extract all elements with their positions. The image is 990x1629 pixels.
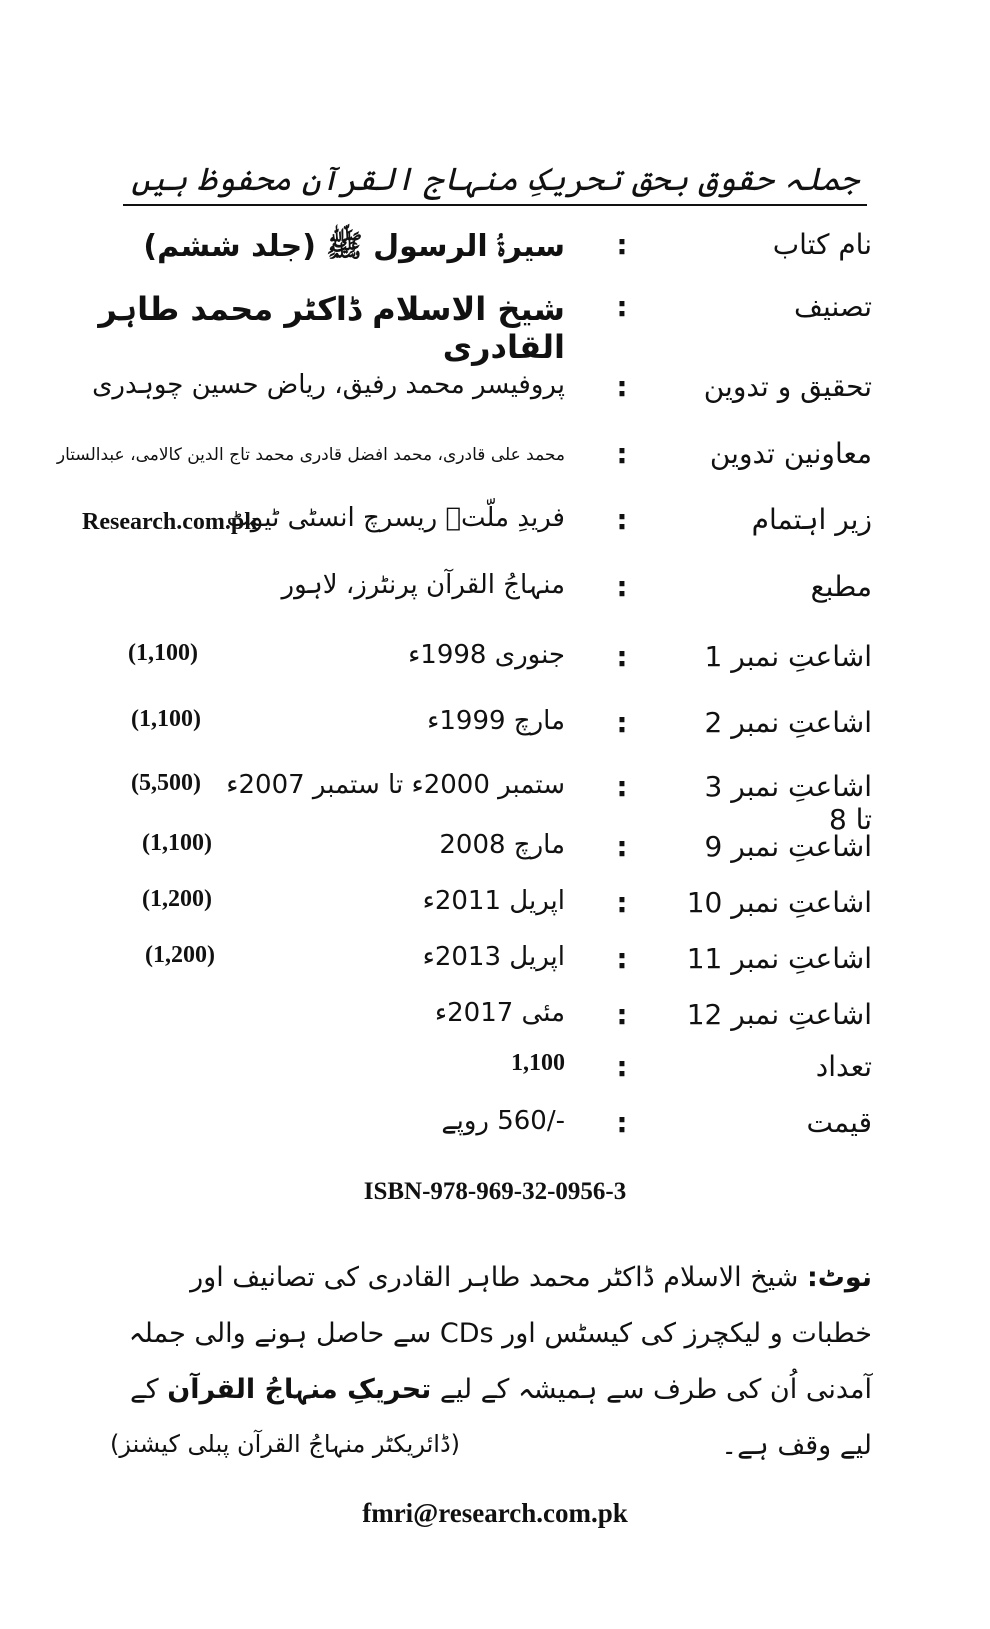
row-value: شیخ الاسلام ڈاکٹر محمد طاہر القادری — [98, 290, 565, 366]
row-colon: : — [616, 1106, 628, 1139]
row-value: مارچ 2008 — [439, 830, 565, 860]
info-row-author — [0, 290, 990, 366]
row-value: اپریل 2013ء — [422, 942, 565, 972]
print-run-count: (1,200) — [142, 886, 212, 912]
row-label: اشاعتِ نمبر 2 — [704, 706, 872, 739]
row-value: -/560 روپے — [441, 1106, 565, 1136]
row-value: مارچ 1999ء — [427, 706, 565, 736]
info-row-edition-12 — [0, 998, 990, 1058]
info-row-edition-9 — [0, 830, 990, 890]
row-colon: : — [616, 998, 628, 1031]
row-label: اشاعتِ نمبر 10 — [686, 886, 872, 919]
info-row-editing-assistants — [0, 437, 990, 497]
info-row-edition-10 — [0, 886, 990, 946]
row-label: تعداد — [815, 1050, 872, 1083]
row-label: مطبع — [810, 570, 872, 603]
row-colon: : — [616, 886, 628, 919]
row-label: معاونین تدوین — [709, 437, 872, 470]
row-colon: : — [616, 290, 628, 323]
row-colon: : — [616, 228, 628, 261]
info-row-under-supervision — [0, 503, 990, 563]
row-value: مئی 2017ء — [434, 998, 565, 1028]
row-colon: : — [616, 370, 628, 403]
note-lead: نوٹ: — [807, 1262, 872, 1293]
row-label: اشاعتِ نمبر 9 — [704, 830, 872, 863]
row-colon: : — [616, 437, 628, 470]
row-value: سیرۃُ الرسول ﷺ (جلد ششم) — [143, 229, 565, 264]
row-label: نام کتاب — [772, 228, 872, 261]
print-run-count: (1,100) — [131, 706, 201, 732]
row-label: قیمت — [806, 1106, 872, 1139]
info-row-edition-3-8 — [0, 770, 990, 836]
copyright-heading — [0, 160, 990, 206]
info-row-edition-2 — [0, 706, 990, 766]
row-label: تحقیق و تدوین — [703, 370, 872, 403]
print-run-count: (1,100) — [142, 830, 212, 856]
row-label: زیر اہتمام — [751, 503, 872, 536]
row-value: منہاجُ القرآن پرنٹرز، لاہور — [281, 570, 565, 600]
row-colon: : — [616, 770, 628, 803]
isbn: ISBN-978-969-32-0956-3 — [363, 1178, 627, 1205]
note-text: شیخ الاسلام ڈاکٹر محمد طاہر القادری کی تصانیف اور خطبات و لیکچرز کی کیسٹس اور CDs سے حاصل ہونے والی جملہ آمدنی اُن کی طرف سے ہمیشہ کے لیے — [128, 1262, 872, 1405]
info-row-edition-11 — [0, 942, 990, 1002]
info-row-printer — [0, 570, 990, 630]
contact-email[interactable]: fmri@research.com.pk — [362, 1498, 628, 1528]
row-value: محمد علی قادری، محمد افضل قادری محمد تاج الدین کالامی، عبدالستار — [56, 445, 565, 465]
row-value: ستمبر 2000ء تا ستمبر 2007ء — [226, 770, 565, 800]
row-value: پروفیسر محمد رفیق، ریاض حسین چوہدری — [92, 370, 565, 400]
row-colon: : — [616, 830, 628, 863]
row-value: فریدِ ملّتؒ ریسرچ انسٹی ٹیوٹ — [226, 503, 565, 533]
print-run-count: (5,500) — [131, 770, 201, 796]
row-colon: : — [616, 503, 628, 536]
info-row-quantity — [0, 1050, 990, 1110]
row-value: اپریل 2011ء — [422, 886, 565, 916]
row-colon: : — [616, 570, 628, 603]
info-row-edition-1 — [0, 640, 990, 700]
row-label: اشاعتِ نمبر 11 — [686, 942, 872, 975]
info-row-price — [0, 1106, 990, 1166]
website-link[interactable]: Research.com.pk — [82, 509, 258, 535]
copyright-heading-text: جملہ حقوق بحق تحریکِ منہاج القرآن محفوظ ہیں — [123, 160, 866, 206]
row-label: اشاعتِ نمبر 3 تا 8 — [704, 770, 872, 836]
info-row-book-name — [0, 228, 990, 288]
row-label: اشاعتِ نمبر 1 — [704, 640, 872, 673]
row-colon: : — [616, 640, 628, 673]
row-colon: : — [616, 706, 628, 739]
publisher-credit: (ڈائریکٹر منہاجُ القرآن پبلی کیشنز) — [110, 1430, 460, 1458]
note-emphasis: تحریکِ منہاجُ القرآن — [167, 1374, 432, 1405]
row-value: جنوری 1998ء — [408, 640, 565, 670]
row-label: تصنیف — [794, 290, 872, 323]
row-colon: : — [616, 1050, 628, 1083]
row-label: اشاعتِ نمبر 12 — [686, 998, 872, 1031]
row-value: 1,100 — [511, 1050, 565, 1076]
note-text-end: کے لیے وقف ہے۔ — [129, 1374, 872, 1461]
print-run-count: (1,100) — [128, 640, 198, 666]
row-colon: : — [616, 942, 628, 975]
info-row-research-editing — [0, 370, 990, 430]
print-run-count: (1,200) — [145, 942, 215, 968]
